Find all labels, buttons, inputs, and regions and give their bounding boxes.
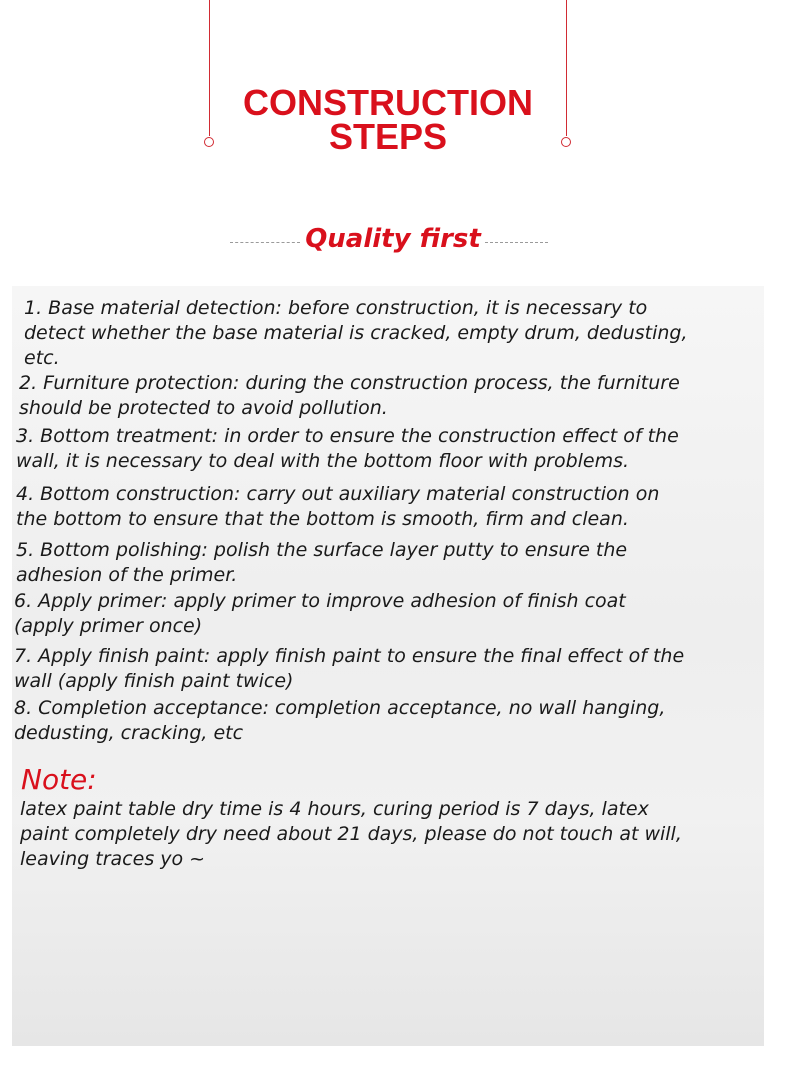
note-label: Note: xyxy=(21,763,97,796)
step-item: 6. Apply primer: apply primer to improve adhesion of finish coat (apply primer once) xyxy=(14,590,626,637)
page-title: CONSTRUCTION STEPS xyxy=(243,82,533,157)
subtitle: Quality first xyxy=(305,224,481,254)
header-line-right xyxy=(566,0,567,136)
step-item: 4. Bottom construction: carry out auxiliary material construction on the bottom to ensure that the bottom is smooth, firm and clean. xyxy=(16,483,660,530)
step-item: 5. Bottom polishing: polish the surface layer putty to ensure the adhesion of the primer. xyxy=(16,539,628,586)
subtitle-block xyxy=(230,222,548,258)
step-item: 2. Furniture protection: during the construction process, the furniture should be protected to avoid pollution. xyxy=(19,372,680,419)
subtitle-dash-left xyxy=(230,242,300,243)
step-item: 3. Bottom treatment: in order to ensure the construction effect of the wall, it is necessary to deal with the bottom floor with problems. xyxy=(16,425,679,472)
note-text: latex paint table dry time is 4 hours, curing period is 7 days, latex paint completely dry need about 21 days, please do not touch at will, leaving traces yo ~ xyxy=(20,798,682,870)
step-item: 7. Apply finish paint: apply finish paint to ensure the final effect of the wall (apply finish paint twice) xyxy=(14,645,685,692)
step-item: 8. Completion acceptance: completion acceptance, no wall hanging, dedusting, cracking, etc xyxy=(14,697,666,744)
step-item: 1. Base material detection: before construction, it is necessary to detect whether the base material is cracked, empty drum, dedusting, etc. xyxy=(24,297,688,369)
subtitle-dash-right xyxy=(485,242,548,243)
